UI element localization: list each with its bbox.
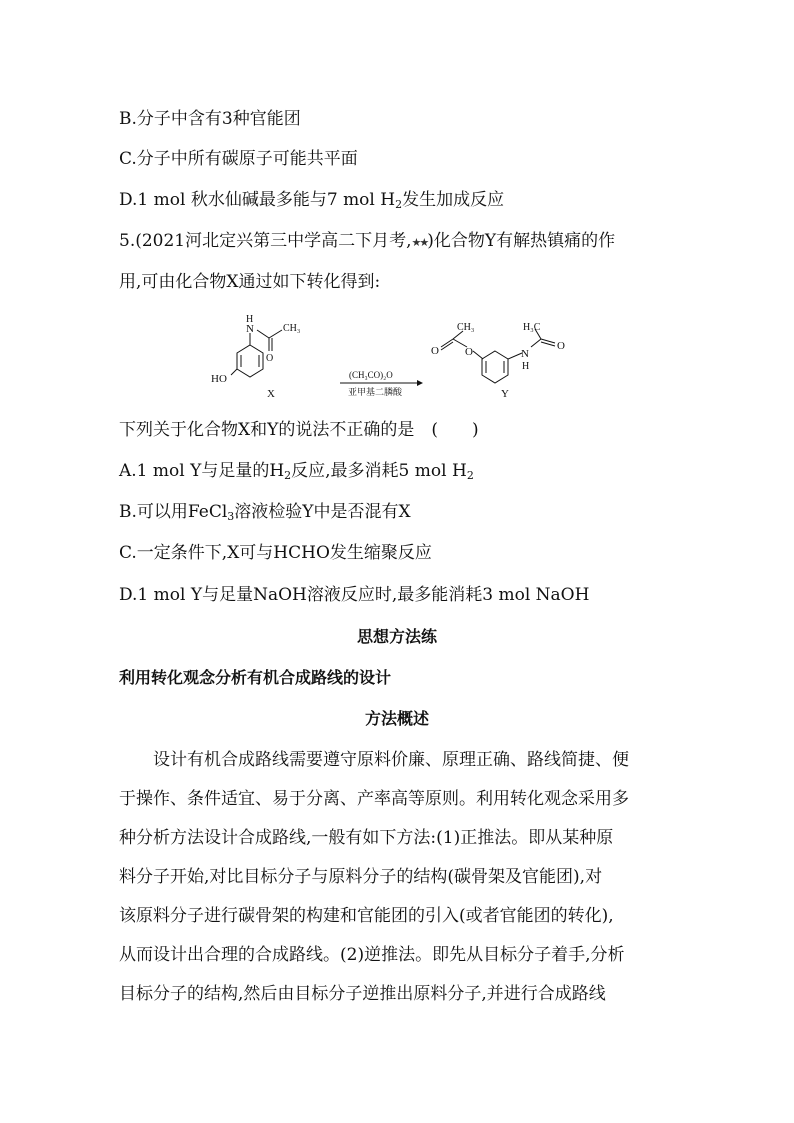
option-b-prev: B.分子中含有3种官能团 (119, 109, 301, 129)
section-title: 思想方法练 (356, 627, 437, 646)
paragraph-line: 从而设计出合理的合成路线。(2)逆推法。即先从目标分子着手,分析 (119, 945, 625, 965)
x-o-atom: O (266, 353, 274, 364)
q5-stem-line2: 用,可由化合物X通过如下转化得到: (119, 272, 381, 292)
q5-option-d: D.1 mol Y与足量NaOH溶液反应时,最多能消耗3 mol NaOH (119, 585, 590, 605)
paragraph-line: 料分子开始,对比目标分子与原料分子的结构(碳骨架及官能团),对 (119, 867, 603, 887)
q5-option-a: A.1 mol Y与足量的$H_2$反应,最多消耗5 mol $H_2$ (119, 461, 474, 482)
section-subtitle: 利用转化观念分析有机合成路线的设计 (119, 668, 392, 687)
y-o-amide: O (557, 340, 565, 352)
x-h-atom: H (246, 314, 254, 325)
y-ch3-group: CH₃ (457, 322, 475, 333)
option-c-prev: C.分子中所有碳原子可能共平面 (119, 149, 358, 169)
reaction-arrow (340, 380, 423, 386)
x-ho-group: HO (211, 373, 227, 385)
overview-paragraph (119, 741, 675, 1014)
overview-title: 方法概述 (364, 709, 429, 728)
difficulty-star-icon: ★★ (411, 236, 428, 249)
y-h3c-group: H₃C (523, 322, 541, 333)
x-n-atom: N (246, 323, 254, 335)
paragraph-line: 设计有机合成路线需要遵守原料价廉、原理正确、路线简捷、便 (119, 750, 629, 770)
reaction-scheme (205, 313, 595, 403)
paragraph-line: 于操作、条件适宜、易于分离、产率高等原则。利用转化观念采用多 (119, 789, 629, 809)
compound-y-label: Y (501, 388, 509, 400)
compound-y-structure (441, 329, 555, 383)
x-ch3-group: CH₃ (283, 323, 301, 334)
y-n-atom: N (521, 348, 529, 360)
reagent-bottom: 亚甲基二膦酸 (348, 387, 403, 397)
compound-x-structure (231, 330, 282, 377)
option-d-prev: D.1 mol 秋水仙碱最多能与7 mol $H_2$发生加成反应 (119, 190, 505, 211)
q5-question: 下列关于化合物X和Y的说法不正确的是 ( ) (119, 420, 479, 440)
reagent-top: (CH₃CO)₂O (349, 370, 393, 380)
compound-x-label: X (267, 388, 275, 400)
paragraph-line: 目标分子的结构,然后由目标分子逆推出原料分子,并进行合成路线 (119, 984, 606, 1004)
y-h-atom: H (522, 361, 530, 372)
y-o-ester: O (465, 346, 473, 358)
paragraph-line: 种分析方法设计合成路线,一般有如下方法:(1)正推法。即从某种原 (119, 828, 614, 848)
q5-option-c: C.一定条件下,X可与HCHO发生缩聚反应 (119, 543, 432, 563)
q5-option-b: B.可以用FeCl$_3$溶液检验Y中是否混有X (119, 502, 411, 523)
y-o-carbonyl-left: O (431, 345, 439, 357)
paragraph-line: 该原料分子进行碳骨架的构建和官能团的引入(或者官能团的转化), (119, 906, 614, 926)
q5-stem-line1: 5.(2021河北定兴第三中学高二下月考,★★)化合物Y有解热镇痛的作 (119, 231, 616, 251)
